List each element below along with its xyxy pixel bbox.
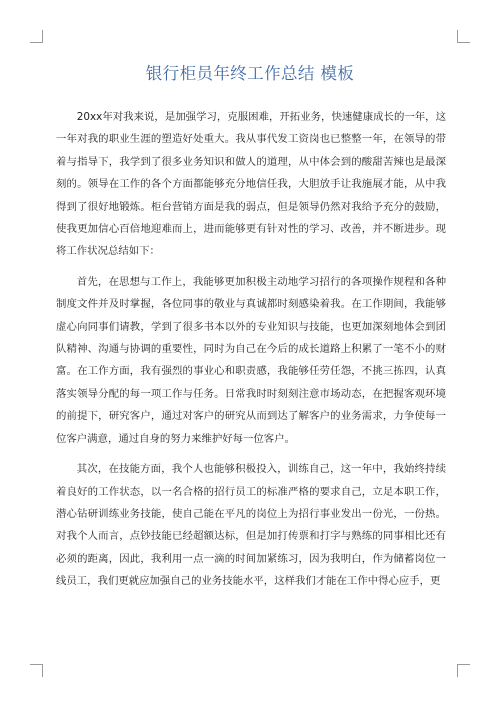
document-body (56, 106, 446, 601)
crop-mark-top-right (457, 30, 470, 43)
paragraph-second: 其次，在技能方面，我个人也能够积极投入，训练自己，这一年中，我始终持续着良好的工作状态，以一名合格的招行员工的标准严格的要求自己，立足本职工作，潜心钻研训练业务技能，使自己能在平凡的岗位上为招行事业发出一份光，一份热。对我个人而言，点钞技能已经超额达标，但是加打传票和打字与熟练的同事相比还有必须的距离，因此，我利用一点一滴的时间加紧练习，因为我明白，作为储蓄岗位一线员工，我们更就应加强自己的业务技能水平，这样我们才能在工作中得心应手，更 (56, 463, 446, 588)
paragraph-first: 首先，在思想与工作上，我能够更加积极主动地学习招行的各项操作规程和各种制度文件并及时掌握，各位同事的敬业与真诚都时刻感染着我。在工作期间，我能够虚心向同事们请教，学到了很多书本以外的专业知识与技能，也更加深刻地体会到团队精神、沟通与协调的重要性，同时为自己在今后的成长道路上积累了一笔不小的财富。在工作方面，我有强烈的事业心和职责感，我能够任劳任怨，不挑三拣四，认真落实领导分配的每一项工作与任务。日常我时时刻刻注意市场动态，在把握客观环境的前提下，研究客户，通过对客户的研究从而到达了解客户的业务需求，力争使每一位客户满意，通过自身的努力来维护好每一位客户。 (56, 275, 446, 445)
document-title: 银行柜员年终工作总结 模板 (145, 64, 355, 83)
crop-mark-bottom-left (30, 664, 43, 677)
crop-mark-top-left (30, 30, 43, 43)
crop-mark-bottom-right (457, 664, 470, 677)
paragraph-intro: 20xx年对我来说，是加强学习，克服困难，开拓业务，快速健康成长的一年，这一年对我的职业生涯的塑造好处重大。我从事代发工资岗也已整整一年，在领导的带着与指导下，我学到了很多业务知识和做人的道理，从中体会到的酸甜苦辣也是最深刻的。领导在工作的各个方面都能够充分地信任我，大胆放手让我施展才能，从中我得到了很好地锻炼。柜台营销方面是我的弱点，但是领导仍然对我给予充分的鼓励，使我更加信心百倍地迎难而上，进而能够更有针对性的学习、改善，并不断进步。现将工作状况总结如下： (56, 111, 446, 258)
